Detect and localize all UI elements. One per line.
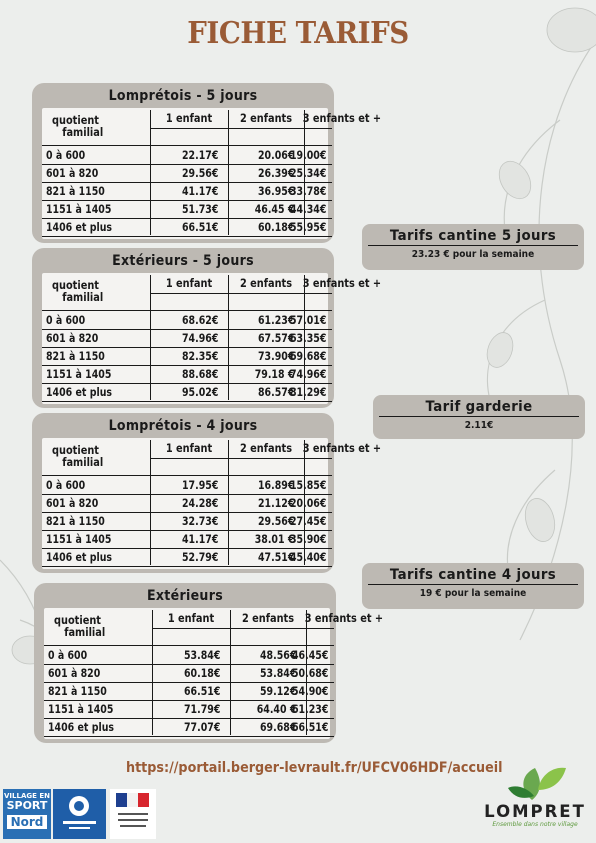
price-cell: 67.57€ (257, 331, 294, 345)
price-cell: 61.23€ (291, 702, 328, 716)
qf-range-label: 1151 à 1405 (46, 532, 112, 546)
price-cell: 64.40 € (256, 702, 296, 716)
row-divider (44, 736, 334, 737)
row-divider (42, 145, 332, 146)
price-cell: 77.07€ (183, 720, 220, 734)
row-divider (44, 664, 334, 665)
price-cell: 35.90€ (289, 532, 326, 546)
cantine-5-jours-price: 23.23 € pour la semaine (411, 249, 535, 260)
row-divider (44, 645, 334, 646)
price-cell: 47.51€ (257, 550, 294, 564)
price-cell: 69.68€ (289, 349, 326, 363)
row-divider (44, 718, 334, 719)
cantine-4-jours-title: Tarifs cantine 4 jours (389, 567, 557, 583)
price-cell: 29.56€ (181, 166, 218, 180)
price-cell: 44.34€ (289, 202, 326, 216)
tarif-card (34, 583, 384, 743)
row-divider (42, 401, 332, 402)
header-label: familial (64, 625, 106, 639)
header-label: quotient (52, 443, 99, 457)
price-cell: 63.35€ (289, 331, 326, 345)
qf-range-label: 821 à 1150 (46, 184, 105, 198)
card-title: Lomprétois - 5 jours (108, 88, 258, 104)
qf-range-label: 1406 et plus (46, 220, 113, 234)
qf-range-label: 601 à 820 (46, 166, 99, 180)
price-cell: 41.17€ (181, 184, 218, 198)
price-cell: 33.78€ (289, 184, 326, 198)
card-title: Extérieurs - 5 jours (112, 253, 254, 269)
qf-range-label: 821 à 1150 (46, 349, 105, 363)
row-divider (44, 682, 334, 683)
row-divider (42, 548, 332, 549)
qf-range-label: 601 à 820 (46, 496, 99, 510)
header-label: familial (62, 290, 104, 304)
qf-range-label: 1406 et plus (46, 385, 113, 399)
header-label: familial (62, 455, 104, 469)
logo-text: Nord (7, 815, 47, 829)
price-cell: 50.68€ (291, 666, 328, 680)
column-header: 1 enfant (165, 276, 213, 290)
price-cell: 26.39€ (257, 166, 294, 180)
price-cell: 52.79€ (181, 550, 218, 564)
lompret-logo (480, 760, 590, 832)
price-cell: 66.51€ (181, 220, 218, 234)
qf-range-label: 1151 à 1405 (48, 702, 114, 716)
divider (368, 245, 578, 246)
qf-range-label: 601 à 820 (48, 666, 101, 680)
price-cell: 25.34€ (289, 166, 326, 180)
page-title: FICHE TARIFS (187, 16, 409, 51)
price-cell: 59.12€ (259, 684, 296, 698)
cantine-4-jours-box (362, 563, 584, 609)
price-cell: 32.73€ (181, 514, 218, 528)
lompret-tagline: Ensemble dans notre village (492, 821, 578, 828)
row-divider (42, 365, 332, 366)
row-divider (42, 236, 332, 237)
price-cell: 16.89€ (257, 478, 294, 492)
tarif-card (32, 248, 382, 408)
tarif-table (42, 108, 382, 239)
tarif-table (42, 438, 382, 569)
column-header: 1 enfant (165, 111, 213, 125)
price-cell: 74.96€ (181, 331, 218, 345)
qf-range-label: 821 à 1150 (48, 684, 107, 698)
price-cell: 55.95€ (289, 220, 326, 234)
price-cell: 20.06€ (257, 148, 294, 162)
quotient-familial-header (54, 614, 105, 638)
column-header: 2 enfants (239, 111, 293, 125)
qf-range-label: 1151 à 1405 (46, 202, 112, 216)
card-title: Extérieurs (146, 588, 224, 604)
price-cell: 74.96€ (289, 367, 326, 381)
header-label: quotient (52, 113, 99, 127)
price-cell: 95.02€ (181, 385, 218, 399)
price-cell: 68.62€ (181, 313, 218, 327)
quotient-familial-header (52, 279, 103, 303)
header-label: quotient (54, 613, 101, 627)
price-cell: 15.85€ (289, 478, 326, 492)
price-cell: 53.84€ (183, 648, 220, 662)
price-cell: 24.28€ (181, 496, 218, 510)
header-divider (152, 628, 334, 629)
price-cell: 82.35€ (181, 349, 218, 363)
price-cell: 53.84€ (259, 666, 296, 680)
header-label: familial (62, 125, 104, 139)
price-cell: 60.18€ (183, 666, 220, 680)
marianne-icon (110, 789, 156, 839)
column-header: 3 enfants et + (304, 611, 384, 625)
cantine-5-jours-title: Tarifs cantine 5 jours (389, 228, 557, 244)
row-divider (42, 218, 332, 219)
price-cell: 51.73€ (181, 202, 218, 216)
tarif-table (42, 273, 382, 404)
qf-range-label: 0 à 600 (46, 148, 86, 162)
qf-range-label: 821 à 1150 (46, 514, 105, 528)
row-divider (44, 700, 334, 701)
header-label: quotient (52, 278, 99, 292)
header-divider (150, 458, 332, 459)
price-cell: 60.18€ (257, 220, 294, 234)
price-cell: 22.17€ (181, 148, 218, 162)
column-header: 3 enfants et + (302, 111, 382, 125)
column-header: 2 enfants (239, 276, 293, 290)
price-cell: 57.01€ (289, 313, 326, 327)
tarif-card (32, 83, 382, 243)
price-cell: 73.90€ (257, 349, 294, 363)
price-cell: 61.23€ (257, 313, 294, 327)
column-header: 2 enfants (239, 441, 293, 455)
row-divider (42, 383, 332, 384)
price-cell: 29.56€ (257, 514, 294, 528)
divider (368, 584, 578, 585)
row-divider (42, 182, 332, 183)
price-cell: 20.06€ (289, 496, 326, 510)
column-header: 3 enfants et + (302, 276, 382, 290)
price-cell: 66.51€ (291, 720, 328, 734)
qf-range-label: 0 à 600 (48, 648, 88, 662)
logo-text: SPORT (6, 799, 48, 812)
republique-francaise-logo (110, 789, 156, 839)
divider (379, 416, 579, 417)
price-cell: 19.00€ (289, 148, 326, 162)
village-en-sport-logo (3, 789, 51, 839)
portal-link[interactable]: https://portail.berger-levrault.fr/UFCV06HDF/accueil (126, 760, 503, 776)
row-divider (42, 512, 332, 513)
quotient-familial-header (52, 444, 103, 468)
tarif-card (32, 413, 382, 573)
qf-range-label: 0 à 600 (46, 478, 86, 492)
quotient-familial-header (52, 114, 103, 138)
price-cell: 86.57€ (257, 385, 294, 399)
row-divider (42, 200, 332, 201)
price-cell: 46.45€ (291, 648, 328, 662)
garderie-box (373, 395, 585, 439)
qf-range-label: 1406 et plus (48, 720, 115, 734)
row-divider (42, 530, 332, 531)
row-divider (42, 329, 332, 330)
price-cell: 71.79€ (183, 702, 220, 716)
price-cell: 46.45 € (254, 202, 294, 216)
header-divider (150, 293, 332, 294)
caf-icon (53, 789, 106, 839)
column-header: 2 enfants (241, 611, 295, 625)
qf-range-label: 1151 à 1405 (46, 367, 112, 381)
column-header: 3 enfants et + (302, 441, 382, 455)
logo-text: VILLAGE EN (4, 792, 50, 800)
price-cell: 79.18 € (254, 367, 294, 381)
column-header: 1 enfant (167, 611, 215, 625)
price-cell: 48.56€ (259, 648, 296, 662)
header-divider (150, 128, 332, 129)
row-divider (42, 347, 332, 348)
price-cell: 88.68€ (181, 367, 218, 381)
price-cell: 36.95€ (257, 184, 294, 198)
price-cell: 66.51€ (183, 684, 220, 698)
garderie-title: Tarif garderie (425, 399, 533, 415)
row-divider (42, 566, 332, 567)
caf-logo (53, 789, 106, 839)
qf-range-label: 0 à 600 (46, 313, 86, 327)
price-cell: 17.95€ (181, 478, 218, 492)
price-cell: 45.40€ (289, 550, 326, 564)
column-header: 1 enfant (165, 441, 213, 455)
price-cell: 81.29€ (289, 385, 326, 399)
price-cell: 69.68€ (259, 720, 296, 734)
row-divider (42, 494, 332, 495)
price-cell: 41.17€ (181, 532, 218, 546)
price-cell: 54.90€ (291, 684, 328, 698)
lompret-name: LOMPRET (484, 802, 586, 821)
qf-range-label: 1406 et plus (46, 550, 113, 564)
tarif-table (44, 608, 384, 739)
price-cell: 27.45€ (289, 514, 326, 528)
row-divider (42, 310, 332, 311)
row-divider (42, 475, 332, 476)
cantine-4-jours-price: 19 € pour la semaine (419, 588, 527, 599)
row-divider (42, 164, 332, 165)
price-cell: 38.01 € (254, 532, 294, 546)
cantine-5-jours-box (362, 224, 584, 270)
leaf-icon (480, 760, 590, 802)
garderie-price: 2.11€ (464, 420, 494, 431)
price-cell: 21.12€ (257, 496, 294, 510)
card-title: Lomprétois - 4 jours (108, 418, 258, 434)
qf-range-label: 601 à 820 (46, 331, 99, 345)
